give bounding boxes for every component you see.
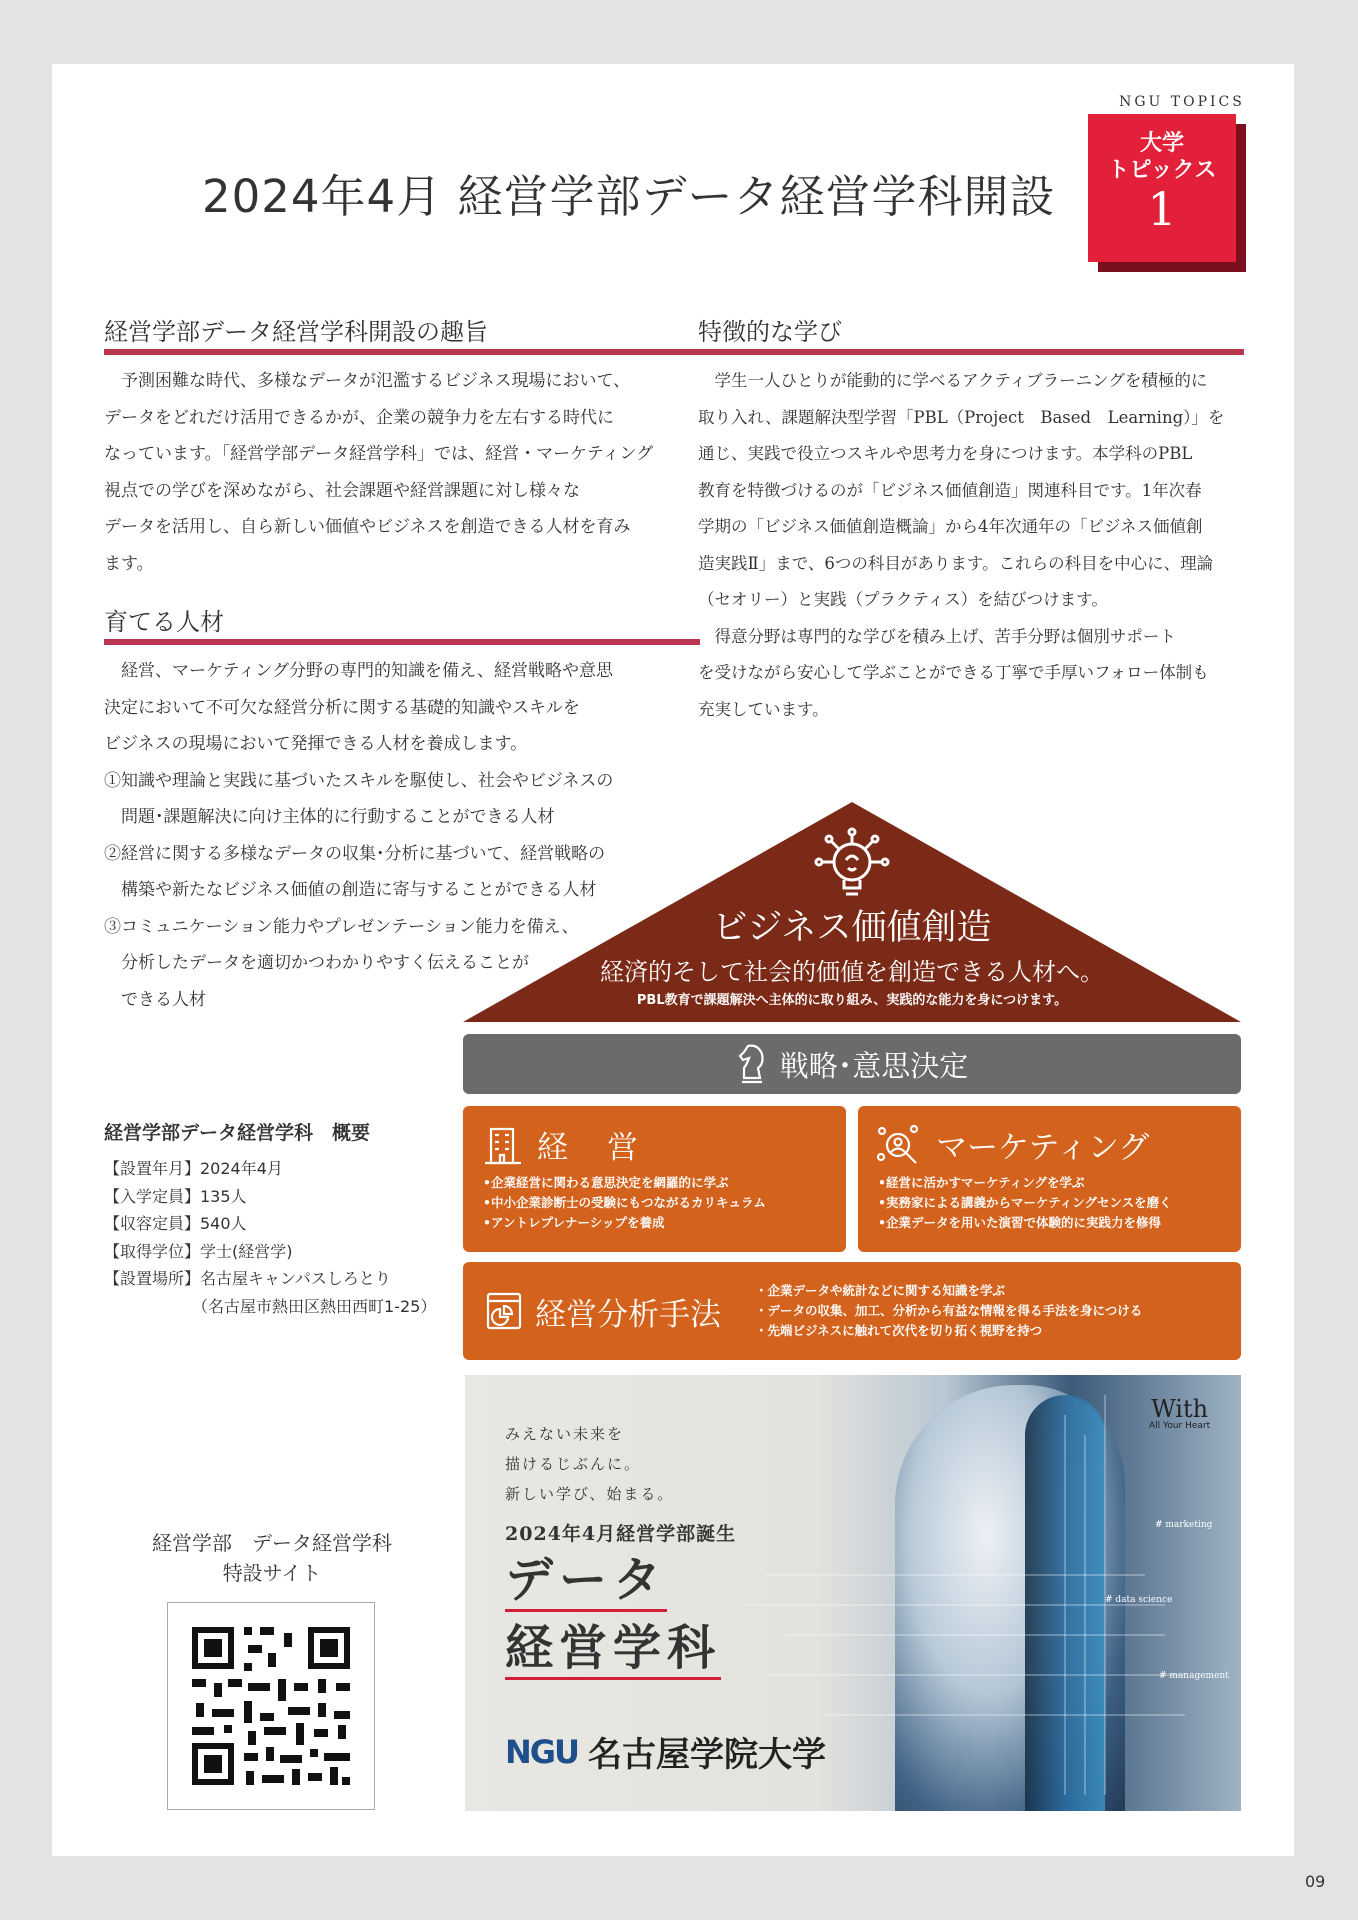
- learning-line: 充実しています。: [698, 699, 829, 719]
- banner-catchcopy: [505, 1419, 674, 1509]
- marketing-box: [858, 1106, 1241, 1252]
- qr-code-icon: [168, 1603, 374, 1809]
- learning-section: [698, 312, 1244, 728]
- special-site-label: [112, 1528, 432, 1588]
- page-title: 2024年4月 経営学部データ経営学科開設: [202, 170, 1056, 223]
- learning-line: 造実践Ⅱ」まで、6つの科目があります。これらの科目を中心に、理論: [698, 553, 1214, 573]
- management-item: •企業経営に関わる意思決定を網羅的に学ぶ: [483, 1175, 729, 1190]
- learning-line: 得意分野は専門的な学びを積み上げ、苦手分野は個別サポート: [714, 626, 1176, 646]
- analysis-box: [463, 1262, 1241, 1360]
- learning-line: 教育を特徴づけるのが「ビジネス価値創造」関連科目です。1年次春: [698, 480, 1202, 500]
- learning-heading: 特徴的な学び: [698, 312, 1244, 355]
- analysis-chart-icon: [485, 1291, 523, 1331]
- talent-line: 分析したデータを適切かつわかりやすく伝えることが: [121, 953, 529, 973]
- purpose-line: なっています。「経営学部データ経営学科」では、経営・マーケティング: [104, 444, 654, 464]
- talent-line: できる人材: [121, 989, 206, 1010]
- special-site-line2: 特設サイト: [222, 1561, 322, 1585]
- topics-label: NGU TOPICS: [1119, 94, 1245, 110]
- management-item: •中小企業診断士の受験にもつながるカリキュラム: [483, 1195, 766, 1210]
- overview-item: 【取得学位】学士(経営学): [104, 1241, 293, 1261]
- magazine-page: [52, 64, 1294, 1856]
- learning-line: 取り入れ、課題解決型学習「PBL（Project Based Learning）」を: [698, 407, 1225, 427]
- people-search-icon: [876, 1123, 924, 1167]
- page-number: 09: [1305, 1872, 1326, 1891]
- banner-tag: # marketing: [1155, 1520, 1213, 1530]
- badge-line2: トピックス: [1107, 158, 1217, 183]
- overview-item: 【設置場所】名古屋キャンパスしろとり: [104, 1269, 391, 1288]
- marketing-item: •経営に活かすマーケティングを学ぶ: [878, 1175, 1085, 1190]
- overview-item: 【設置年月】2024年4月: [104, 1159, 283, 1178]
- banner-tag: # management: [1159, 1671, 1229, 1681]
- learning-line: （セオリー）と実践（プラクティス）を結びつけます。: [698, 590, 1108, 609]
- purpose-line: データを活用し、自ら新しい価値やビジネスを創造できる人材を育み: [104, 517, 631, 537]
- learning-line: 学生一人ひとりが能動的に学べるアクティブラーニングを積極的に: [714, 371, 1208, 390]
- overview-item: 【収容定員】540人: [104, 1214, 247, 1233]
- analysis-item: ・企業データや統計などに関する知識を学ぶ: [755, 1283, 1006, 1298]
- overview-section: [104, 1118, 464, 1320]
- overview-list: [104, 1155, 464, 1320]
- strategy-bar: [463, 1034, 1241, 1094]
- talent-line: 構築や新たなビジネス価値の創造に寄与することができる人材: [121, 880, 597, 900]
- brain-bulb-icon: [810, 824, 894, 908]
- talent-line: ①知識や理論と実践に基づいたスキルを駆使し、社会やビジネスの: [104, 770, 614, 791]
- learning-line: を受けながら安心して学ぶことができる丁寧で手厚いフォロー体制も: [698, 663, 1209, 682]
- talent-line: ③コミュニケーション能力やプレゼンテーション能力を備え、: [104, 916, 579, 937]
- talent-line: 決定において不可欠な経営分析に関する基礎的知識やスキルを: [104, 697, 580, 718]
- purpose-heading: 経営学部データ経営学科開設の趣旨: [104, 312, 700, 355]
- management-item: •アントレプレナーシップを養成: [483, 1215, 665, 1230]
- analysis-item: ・先端ビジネスに触れて次代を切り拓く視野を持つ: [755, 1323, 1043, 1338]
- talent-line: 経営、マーケティング分野の専門的知識を備え、経営戦略や意思: [121, 661, 613, 681]
- strategy-label: 戦略･意思決定: [779, 1048, 969, 1083]
- badge-line1: 大学: [1139, 131, 1184, 156]
- purpose-line: 予測困難な時代、多様なデータが氾濫するビジネス現場において、: [121, 371, 631, 391]
- marketing-item: •企業データを用いた演習で体験的に実践力を修得: [878, 1215, 1161, 1230]
- ad-banner[interactable]: [465, 1375, 1241, 1811]
- talent-line: 問題･課題解決に向け主体的に行動することができる人材: [121, 807, 555, 827]
- management-box: [463, 1106, 846, 1252]
- overview-title: 経営学部データ経営学科 概要: [104, 1122, 371, 1144]
- marketing-list: [858, 1167, 1241, 1233]
- banner-date: 2024年4月経営学部誕生: [505, 1523, 737, 1545]
- marketing-title: マーケティング: [936, 1130, 1150, 1166]
- ngu-logo-mark: NGU: [505, 1732, 579, 1771]
- talent-line: ②経営に関する多様なデータの収集･分析に基づいて、経営戦略の: [104, 843, 606, 864]
- purpose-line: データをどれだけ活用できるかが、企業の競争力を左右する時代に: [104, 407, 614, 428]
- banner-tag: # data science: [1105, 1595, 1173, 1605]
- building-icon: [481, 1123, 525, 1167]
- analysis-list: [749, 1281, 1142, 1341]
- purpose-line: ます。: [104, 553, 154, 574]
- badge-number: 1: [1147, 182, 1177, 236]
- topics-badge: [1088, 114, 1236, 262]
- purpose-body: [104, 363, 700, 582]
- special-site-line1: 経営学部 データ経営学科: [152, 1531, 392, 1555]
- talent-heading: 育てる人材: [104, 602, 700, 645]
- banner-catch-line: 新しい学び、始まる。: [505, 1485, 675, 1503]
- chess-knight-icon: [736, 1042, 766, 1086]
- banner-catch-line: 描けるじぶんに。: [505, 1455, 642, 1473]
- with-logo-main: With: [1151, 1395, 1209, 1423]
- roof-subtitle: 経済的そして社会的価値を創造できる人材へ。: [600, 958, 1104, 986]
- overview-item: 【入学定員】135人: [104, 1186, 247, 1206]
- university-logo: [505, 1727, 826, 1776]
- with-logo: [1149, 1397, 1210, 1431]
- learning-body: [698, 363, 1244, 728]
- learning-line: 学期の「ビジネス価値創造概論」から4年次通年の「ビジネス価値創: [698, 517, 1203, 536]
- marketing-item: •実務家による講義からマーケティングセンスを磨く: [878, 1195, 1172, 1210]
- roof-note: PBL教育で課題解決へ主体的に取り組み、実践的な能力を身につけます。: [636, 993, 1068, 1008]
- banner-name-line2: 経営学科: [505, 1619, 721, 1680]
- analysis-item: ・データの収集、加工、分析から有益な情報を得る手法を身につける: [755, 1303, 1143, 1318]
- university-name: 名古屋学院大学: [588, 1735, 827, 1775]
- purpose-line: 視点での学びを深めながら、社会課題や経営課題に対し様々な: [104, 480, 580, 501]
- management-title: 経 営: [537, 1130, 642, 1166]
- talent-line: ビジネスの現場において発揮できる人材を養成します。: [104, 734, 528, 754]
- management-list: [463, 1167, 846, 1233]
- banner-catch-line: みえない未来を: [505, 1425, 625, 1443]
- analysis-title: 経営分析手法: [535, 1296, 721, 1333]
- purpose-section: [104, 312, 700, 582]
- qr-code-link[interactable]: [167, 1602, 375, 1810]
- learning-line: 通じ、実践で役立つスキルや思考力を身につけます。本学科のPBL: [698, 444, 1193, 463]
- with-logo-sub: All Your Heart: [1149, 1421, 1211, 1431]
- banner-name-line1: データ: [505, 1551, 667, 1612]
- overview-item: （名古屋市熱田区熱田西町1-25）: [192, 1296, 437, 1316]
- roof-title: ビジネス価値創造: [712, 908, 992, 948]
